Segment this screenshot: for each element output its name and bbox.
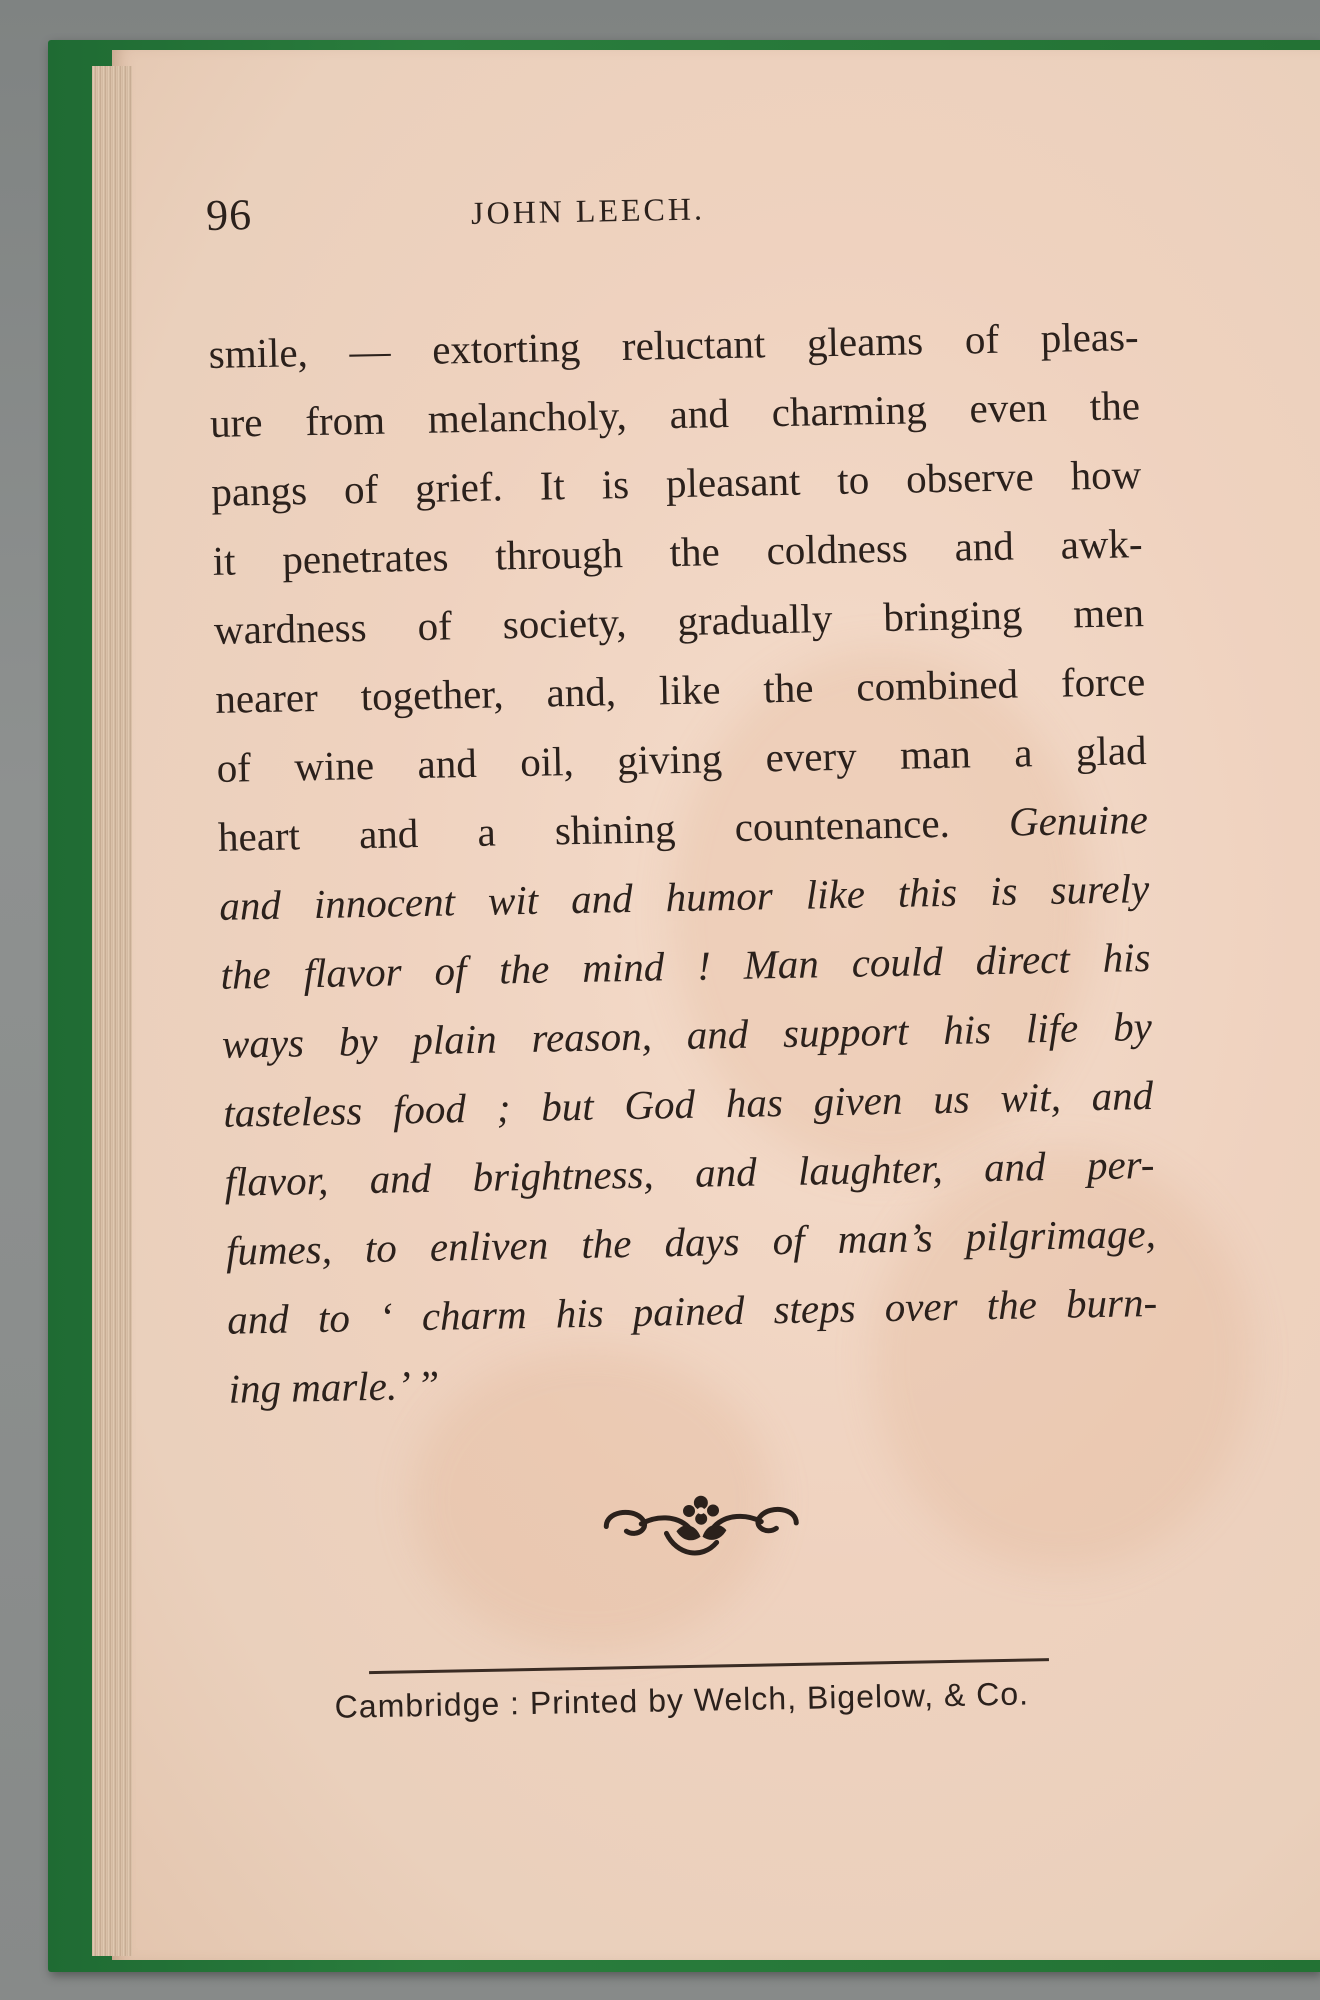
italic-line: flavor, and brightness, and laughter, and per- (224, 1140, 1155, 1205)
floral-tailpiece-icon (596, 1483, 807, 1567)
running-title: JOHN LEECH. (470, 190, 706, 231)
italic-line: and to ‘ charm his pained steps over the burn- (226, 1278, 1158, 1343)
italic-line: fumes, to enliven the days of man’s pilgrimage, (225, 1209, 1157, 1274)
page-content (205, 140, 1295, 1728)
body-text (208, 302, 1159, 1424)
text-italic-segment: Genuine (1008, 796, 1149, 845)
italic-line: ways by plain reason, and support his life by (221, 1002, 1153, 1067)
italic-line: the flavor of the mind ! Man could direct his (220, 934, 1151, 998)
text-line: ure from melancholy, and charming even the (209, 382, 1141, 446)
text-line: it penetrates through the coldness and awk- (212, 520, 1143, 584)
imprint-rule (369, 1658, 1049, 1674)
text-line: nearer together, and, like the combined force (214, 658, 1146, 722)
text-line: smile, — extorting reluctant gleams of pleas- (208, 313, 1139, 377)
text-line: wardness of society, gradually bringing men (213, 589, 1145, 653)
italic-line: tasteless food ; but God has given us wit, and (222, 1071, 1154, 1136)
text-line: pangs of grief. It is pleasant to observe how (210, 451, 1142, 515)
page-edges (92, 66, 132, 1956)
printer-imprint: Cambridge : Printed by Welch, Bigelow, & Co. (334, 1675, 1030, 1725)
italic-line: ing marle.’ ” (228, 1361, 440, 1412)
text-roman-segment: heart and a shining countenance. (217, 799, 951, 860)
page-number: 96 (205, 190, 253, 240)
italic-line: and innocent wit and humor like this is surely (218, 865, 1150, 929)
text-line: of wine and oil, giving every man a glad (216, 727, 1147, 791)
